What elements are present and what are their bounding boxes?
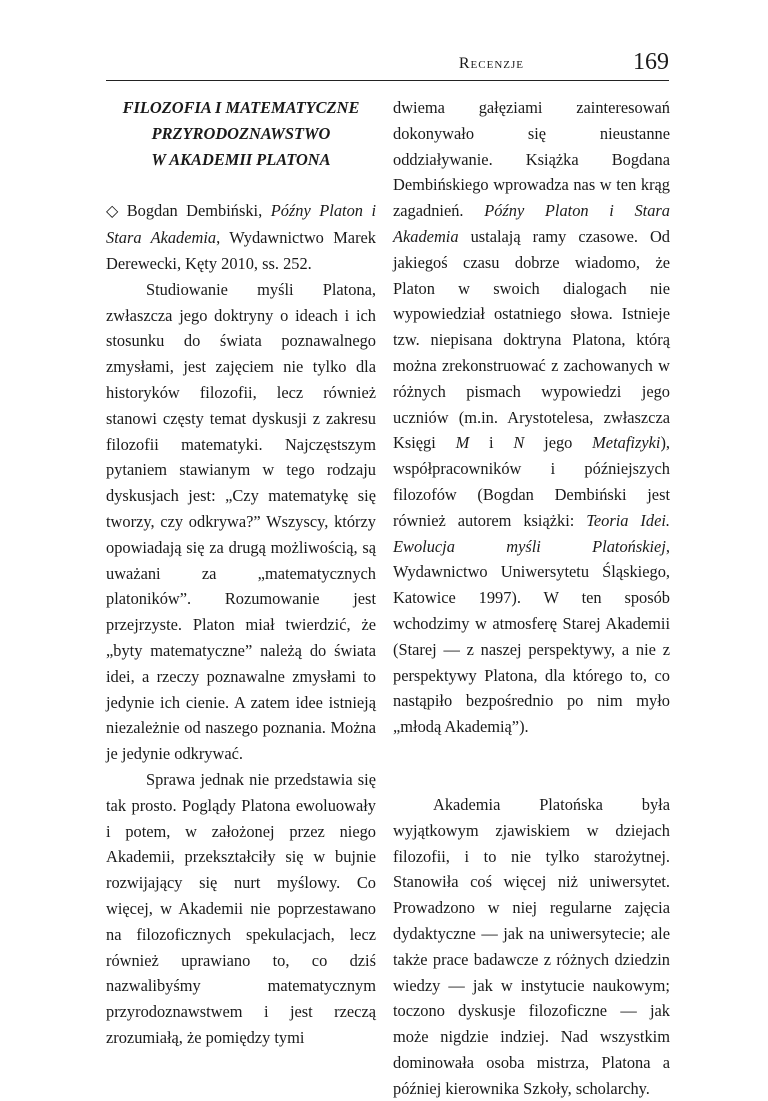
book-m-italic: M <box>455 433 470 453</box>
text-run: i <box>469 433 514 453</box>
title-line-2: PRZYRODOZNAWSTWO <box>151 123 331 143</box>
page-number: 169 <box>633 49 669 75</box>
bibliographic-entry <box>106 198 376 276</box>
text-run: jego <box>524 433 593 453</box>
paragraph-3: Akademia Platońska była wyjątkowym zjawiskiem w dziejach filozofii, i to nie tylko starożytnej. Stanowiła coś więcej niż uniwersytet. Prowadzono w niej regularne zajęcia dydaktyczne — jak na uniwersytecie; ale także prace badawcze z różnych dziedzin wiedzy — jak w instytucie naukowym; toczono dyskusje filozoficzne — jak może nigdzie indziej. Nad wszystkim dominowała osoba mistrza, Platona a później kierownika Szkoły, scholarchy. <box>393 794 670 1098</box>
title-line-3: W AKADEMII PLATONA <box>151 149 331 169</box>
page-header <box>106 50 669 78</box>
biblio-author: Bogdan Dembiński, <box>126 201 271 221</box>
text-run: ustalają ramy czasowe. Od jakiegoś czasu dobrze wiadomo, że Platon w swoich dialogach nie wypowiedział ostatniego słowa. Istnieje tzw. niepisana doktryna Platona, którą można zrekonstruować z zachowanych w różnych pismach wypowiedzi jego uczniów (m.in. Arystotelesa, zwłaszcza Księgi <box>393 226 670 453</box>
diamond-bullet-icon: ◇ <box>106 203 123 221</box>
biblio-publisher: , Wydawnictwo Marek Derewecki, Kęty 2010, ss. 252. <box>106 228 377 273</box>
title-line-1: FILOZOFIA I MATEMATYCZNE <box>122 98 360 117</box>
paragraph-continued <box>393 95 670 740</box>
header-rule <box>106 80 669 81</box>
paragraph-1: Studiowanie myśli Platona, zwłaszcza jego doktryny o ideach i ich stosunku do świata poznawalnego zmysłami, jest zajęciem nie tylko dla historyków filozofii, lecz również stanowi częsty temat dyskusji z zakresu filozofii matematyki. Najczęstszym pytaniem stawianym w tego rodzaju dyskusjach jest: „Czy matematykę się tworzy, czy odkrywa?” Wszyscy, którzy opowiadają się za drugą możliwością, są uważani za „matematycznych platoników”. Rozumowanie jest przejrzyste. Platon miał twierdzić, że „byty matematyczne” należą do świata idei, a rzeczy poznawalne zmysłami to jedynie ich cienie. A zatem idee istnieją niezależnie od naszego poznania. Można je jedynie odkrywać. <box>106 279 376 764</box>
text-run: ), współpracowników i późniejszych filozofów (Bogdan Dembiński jest również autorem książki: <box>393 433 670 530</box>
right-column <box>393 95 670 1101</box>
biblio-book-title: Późny Platon i Stara Akademia <box>106 201 376 248</box>
section-gap <box>393 740 670 792</box>
book-n-italic: N <box>513 433 525 453</box>
text-run: , Wydawnictwo Uniwersytetu Śląskiego, Katowice 1997). W ten sposób wchodzimy w atmosferę Starej Akademii (Starej — z naszej perspektywy, a nie z perspektywy Platona, dla którego to, co nastąpiło bezpośrednio po nim myło „młodą Akademią”). <box>393 536 670 737</box>
left-column <box>106 95 376 1051</box>
metafizyki-italic: Metafizyki <box>592 433 661 453</box>
book-title-italic: Późny Platon i Stara Akademia <box>393 201 670 246</box>
paragraph-2: Sprawa jednak nie przedstawia się tak prosto. Poglądy Platona ewoluowały i potem, w założonej przez niego Akademii, przekształciły się w bujnie rozwijający się nurt myślowy. Co więcej, w Akademii nie poprzestawano na filozoficznych spekulacjach, lecz również uprawiano to, co dziś nazwalibyśmy matematycznym przyrodoznawstwem i jest rzeczą zrozumiałą, że pomiędzy tymi <box>106 769 376 1047</box>
text-run: dwiema gałęziami zainteresowań dokonywało się nieustanne oddziaływanie. Książka Bogdana Dembińskiego wprowadza nas w ten krąg zagadnień. <box>393 98 670 221</box>
running-head: Recenzje <box>458 55 524 72</box>
teoria-idei-italic: Teoria Idei. Ewolucja myśli Platońskiej <box>393 510 671 556</box>
article-title <box>106 95 376 172</box>
